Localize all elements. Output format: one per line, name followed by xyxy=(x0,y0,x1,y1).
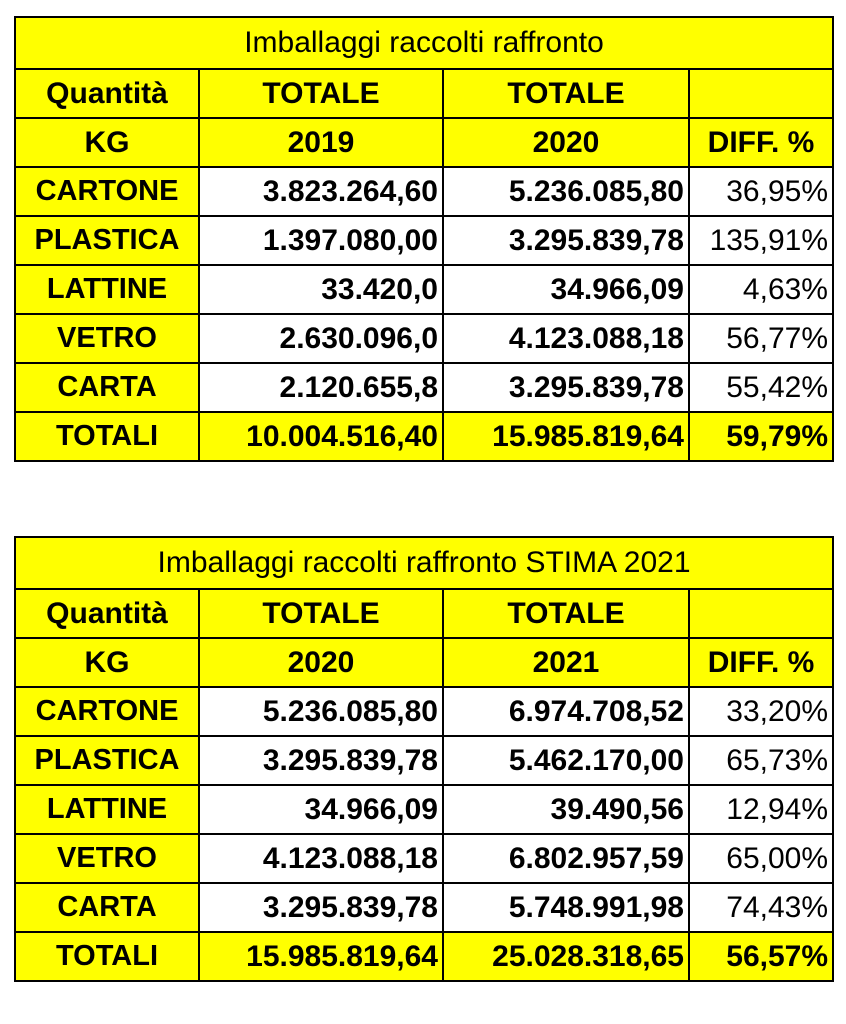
table-row xyxy=(15,216,833,265)
row-diff: 56,77% xyxy=(689,314,833,363)
row-material: LATTINE xyxy=(15,265,199,314)
table-row xyxy=(15,167,833,216)
total-value-2: 25.028.318,65 xyxy=(443,932,689,981)
title-row xyxy=(15,537,833,589)
row-material: CARTONE xyxy=(15,687,199,736)
row-material: VETRO xyxy=(15,314,199,363)
total-diff: 56,57% xyxy=(689,932,833,981)
header-row-top xyxy=(15,589,833,638)
header-quantity: Quantità xyxy=(15,589,199,638)
total-value-2: 15.985.819,64 xyxy=(443,412,689,461)
row-material: CARTA xyxy=(15,363,199,412)
row-value-1: 4.123.088,18 xyxy=(199,834,443,883)
row-value-1: 3.295.839,78 xyxy=(199,736,443,785)
header-col1-year: 2020 xyxy=(199,638,443,687)
row-value-1: 5.236.085,80 xyxy=(199,687,443,736)
header-col2-totale: TOTALE xyxy=(443,69,689,118)
row-diff: 74,43% xyxy=(689,883,833,932)
row-value-1: 3.295.839,78 xyxy=(199,883,443,932)
table-row xyxy=(15,314,833,363)
header-row-bottom xyxy=(15,118,833,167)
row-value-2: 34.966,09 xyxy=(443,265,689,314)
row-material: CARTONE xyxy=(15,167,199,216)
row-value-1: 33.420,0 xyxy=(199,265,443,314)
total-diff: 59,79% xyxy=(689,412,833,461)
row-value-2: 6.802.957,59 xyxy=(443,834,689,883)
header-col2-totale: TOTALE xyxy=(443,589,689,638)
row-material: PLASTICA xyxy=(15,736,199,785)
table-row xyxy=(15,736,833,785)
table-row xyxy=(15,687,833,736)
row-value-2: 6.974.708,52 xyxy=(443,687,689,736)
row-value-2: 5.748.991,98 xyxy=(443,883,689,932)
row-diff: 55,42% xyxy=(689,363,833,412)
header-empty xyxy=(689,589,833,638)
header-kg: KG xyxy=(15,118,199,167)
title-row xyxy=(15,17,833,69)
row-material: VETRO xyxy=(15,834,199,883)
table-title: Imballaggi raccolti raffronto STIMA 2021 xyxy=(15,537,833,589)
total-value-1: 15.985.819,64 xyxy=(199,932,443,981)
header-col1-totale: TOTALE xyxy=(199,589,443,638)
row-diff: 65,73% xyxy=(689,736,833,785)
table-row xyxy=(15,363,833,412)
total-value-1: 10.004.516,40 xyxy=(199,412,443,461)
row-value-1: 2.630.096,0 xyxy=(199,314,443,363)
table-row xyxy=(15,785,833,834)
header-diff: DIFF. % xyxy=(689,638,833,687)
row-value-1: 3.823.264,60 xyxy=(199,167,443,216)
total-row xyxy=(15,412,833,461)
header-diff: DIFF. % xyxy=(689,118,833,167)
row-value-2: 4.123.088,18 xyxy=(443,314,689,363)
header-row-top xyxy=(15,69,833,118)
total-label: TOTALI xyxy=(15,412,199,461)
table-row xyxy=(15,883,833,932)
table-2020-2021 xyxy=(14,536,834,982)
row-value-2: 5.462.170,00 xyxy=(443,736,689,785)
row-diff: 65,00% xyxy=(689,834,833,883)
row-diff: 4,63% xyxy=(689,265,833,314)
row-diff: 36,95% xyxy=(689,167,833,216)
row-value-1: 2.120.655,8 xyxy=(199,363,443,412)
row-diff: 135,91% xyxy=(689,216,833,265)
header-kg: KG xyxy=(15,638,199,687)
total-label: TOTALI xyxy=(15,932,199,981)
row-material: CARTA xyxy=(15,883,199,932)
row-value-1: 34.966,09 xyxy=(199,785,443,834)
table-2019-2020 xyxy=(14,16,834,462)
table-row xyxy=(15,265,833,314)
row-value-2: 39.490,56 xyxy=(443,785,689,834)
header-row-bottom xyxy=(15,638,833,687)
row-value-1: 1.397.080,00 xyxy=(199,216,443,265)
header-col1-totale: TOTALE xyxy=(199,69,443,118)
total-row xyxy=(15,932,833,981)
row-material: PLASTICA xyxy=(15,216,199,265)
table-row xyxy=(15,834,833,883)
header-quantity: Quantità xyxy=(15,69,199,118)
row-value-2: 5.236.085,80 xyxy=(443,167,689,216)
header-col2-year: 2020 xyxy=(443,118,689,167)
header-col2-year: 2021 xyxy=(443,638,689,687)
table-title: Imballaggi raccolti raffronto xyxy=(15,17,833,69)
header-col1-year: 2019 xyxy=(199,118,443,167)
row-material: LATTINE xyxy=(15,785,199,834)
row-diff: 12,94% xyxy=(689,785,833,834)
header-empty xyxy=(689,69,833,118)
row-diff: 33,20% xyxy=(689,687,833,736)
row-value-2: 3.295.839,78 xyxy=(443,216,689,265)
row-value-2: 3.295.839,78 xyxy=(443,363,689,412)
